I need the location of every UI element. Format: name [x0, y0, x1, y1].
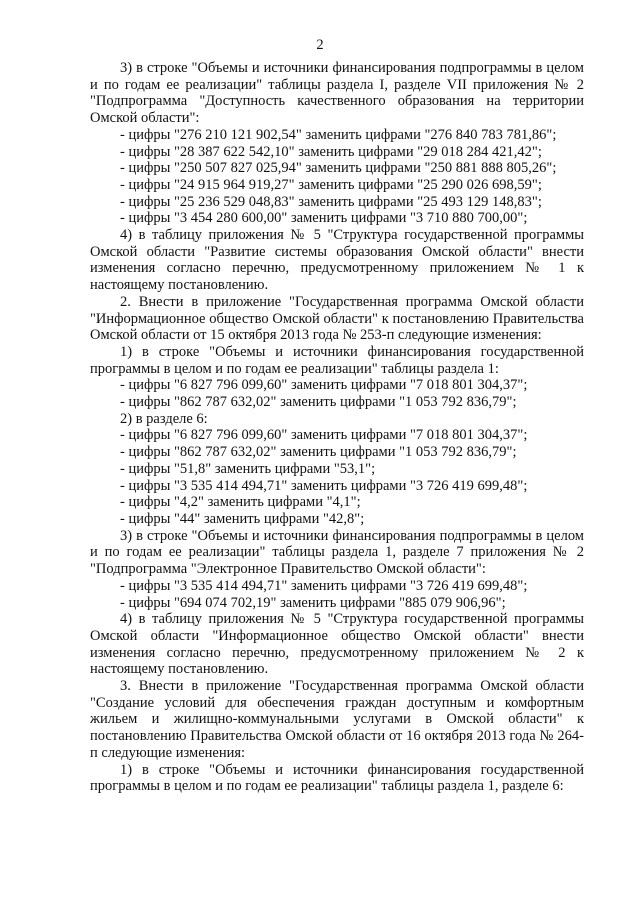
list-item: - цифры "24 915 964 919,27" заменить цифрами "25 290 026 698,59";: [120, 176, 542, 193]
list-item: - цифры "28 387 622 542,10" заменить цифрами "29 018 284 421,42";: [120, 143, 542, 160]
paragraph: 1) в строке "Объемы и источники финансирования государственной программы в целом и по годам ее реализации" таблицы раздела 1:: [90, 343, 584, 377]
list-item: - цифры "694 074 702,19" заменить цифрами "885 079 906,96";: [120, 594, 506, 611]
list-item: - цифры "4,2" заменить цифрами "4,1";: [120, 494, 361, 511]
list-item: - цифры "6 827 796 099,60" заменить цифрами "7 018 801 304,37";: [120, 427, 528, 444]
paragraph: 3. Внести в приложение "Государственная программа Омской области "Создание условий для обеспечения граждан доступным и комфортным жильем и жилищно-коммунальными услугами в Омской области" к постановлению Правительства Омской области от 16 октября 2013 года № 264-п следующие изменения:: [90, 678, 584, 761]
list-item: - цифры "6 827 796 099,60" заменить цифрами "7 018 801 304,37";: [120, 377, 528, 394]
subsection-heading: 2) в разделе 6:: [120, 410, 208, 427]
paragraph: 2. Внести в приложение "Государственная программа Омской области "Информационное общество Омской области" к постановлению Правительства Омской области от 15 октября 2013 года № 253-п следующие изменения:: [90, 293, 584, 344]
page-number: 2: [316, 37, 324, 53]
list-item: - цифры "51,8" заменить цифрами "53,1";: [120, 460, 376, 477]
paragraph: 3) в строке "Объемы и источники финансирования подпрограммы в целом и по годам ее реализации" таблицы раздела 1, разделе 7 приложения № 2 "Подпрограмма "Электронное Правительство Омской области":: [90, 527, 584, 578]
list-item: - цифры "862 787 632,02" заменить цифрами "1 053 792 836,79";: [120, 394, 517, 411]
paragraph: 4) в таблицу приложения № 5 "Структура государственной программы Омской области "Информационное общество Омской области" внести изменения согласно перечню, предусмотренному приложением № 2 к настоящему постановлению.: [90, 611, 584, 678]
list-item: - цифры "3 535 414 494,71" заменить цифрами "3 726 419 699,48";: [120, 577, 528, 594]
list-item: - цифры "276 210 121 902,54" заменить цифрами "276 840 783 781,86";: [120, 126, 557, 143]
document-body: [90, 60, 584, 795]
paragraph: 1) в строке "Объемы и источники финансирования государственной программы в целом и по годам ее реализации" таблицы раздела 1, разделе 6:: [90, 761, 584, 795]
list-item: - цифры "250 507 827 025,94" заменить цифрами "250 881 888 805,26";: [120, 160, 557, 177]
list-item: - цифры "3 535 414 494,71" заменить цифрами "3 726 419 699,48";: [120, 477, 528, 494]
paragraph: 3) в строке "Объемы и источники финансирования подпрограммы в целом и по годам ее реализации" таблицы раздела I, разделе VII приложения № 2 "Подпрограмма "Доступность качественного образования на территории Омской области":: [90, 60, 584, 127]
list-item: - цифры "25 236 529 048,83" заменить цифрами "25 493 129 148,83";: [120, 193, 542, 210]
paragraph: 4) в таблицу приложения № 5 "Структура государственной программы Омской области "Развитие системы образования Омской области" внести изменения согласно перечню, предусмотренному приложением № 1 к настоящему постановлению.: [90, 227, 584, 294]
list-item: - цифры "44" заменить цифрами "42,8";: [120, 510, 365, 527]
list-item: - цифры "862 787 632,02" заменить цифрами "1 053 792 836,79";: [120, 444, 517, 461]
list-item: - цифры "3 454 280 600,00" заменить цифрами "3 710 880 700,00";: [120, 210, 528, 227]
